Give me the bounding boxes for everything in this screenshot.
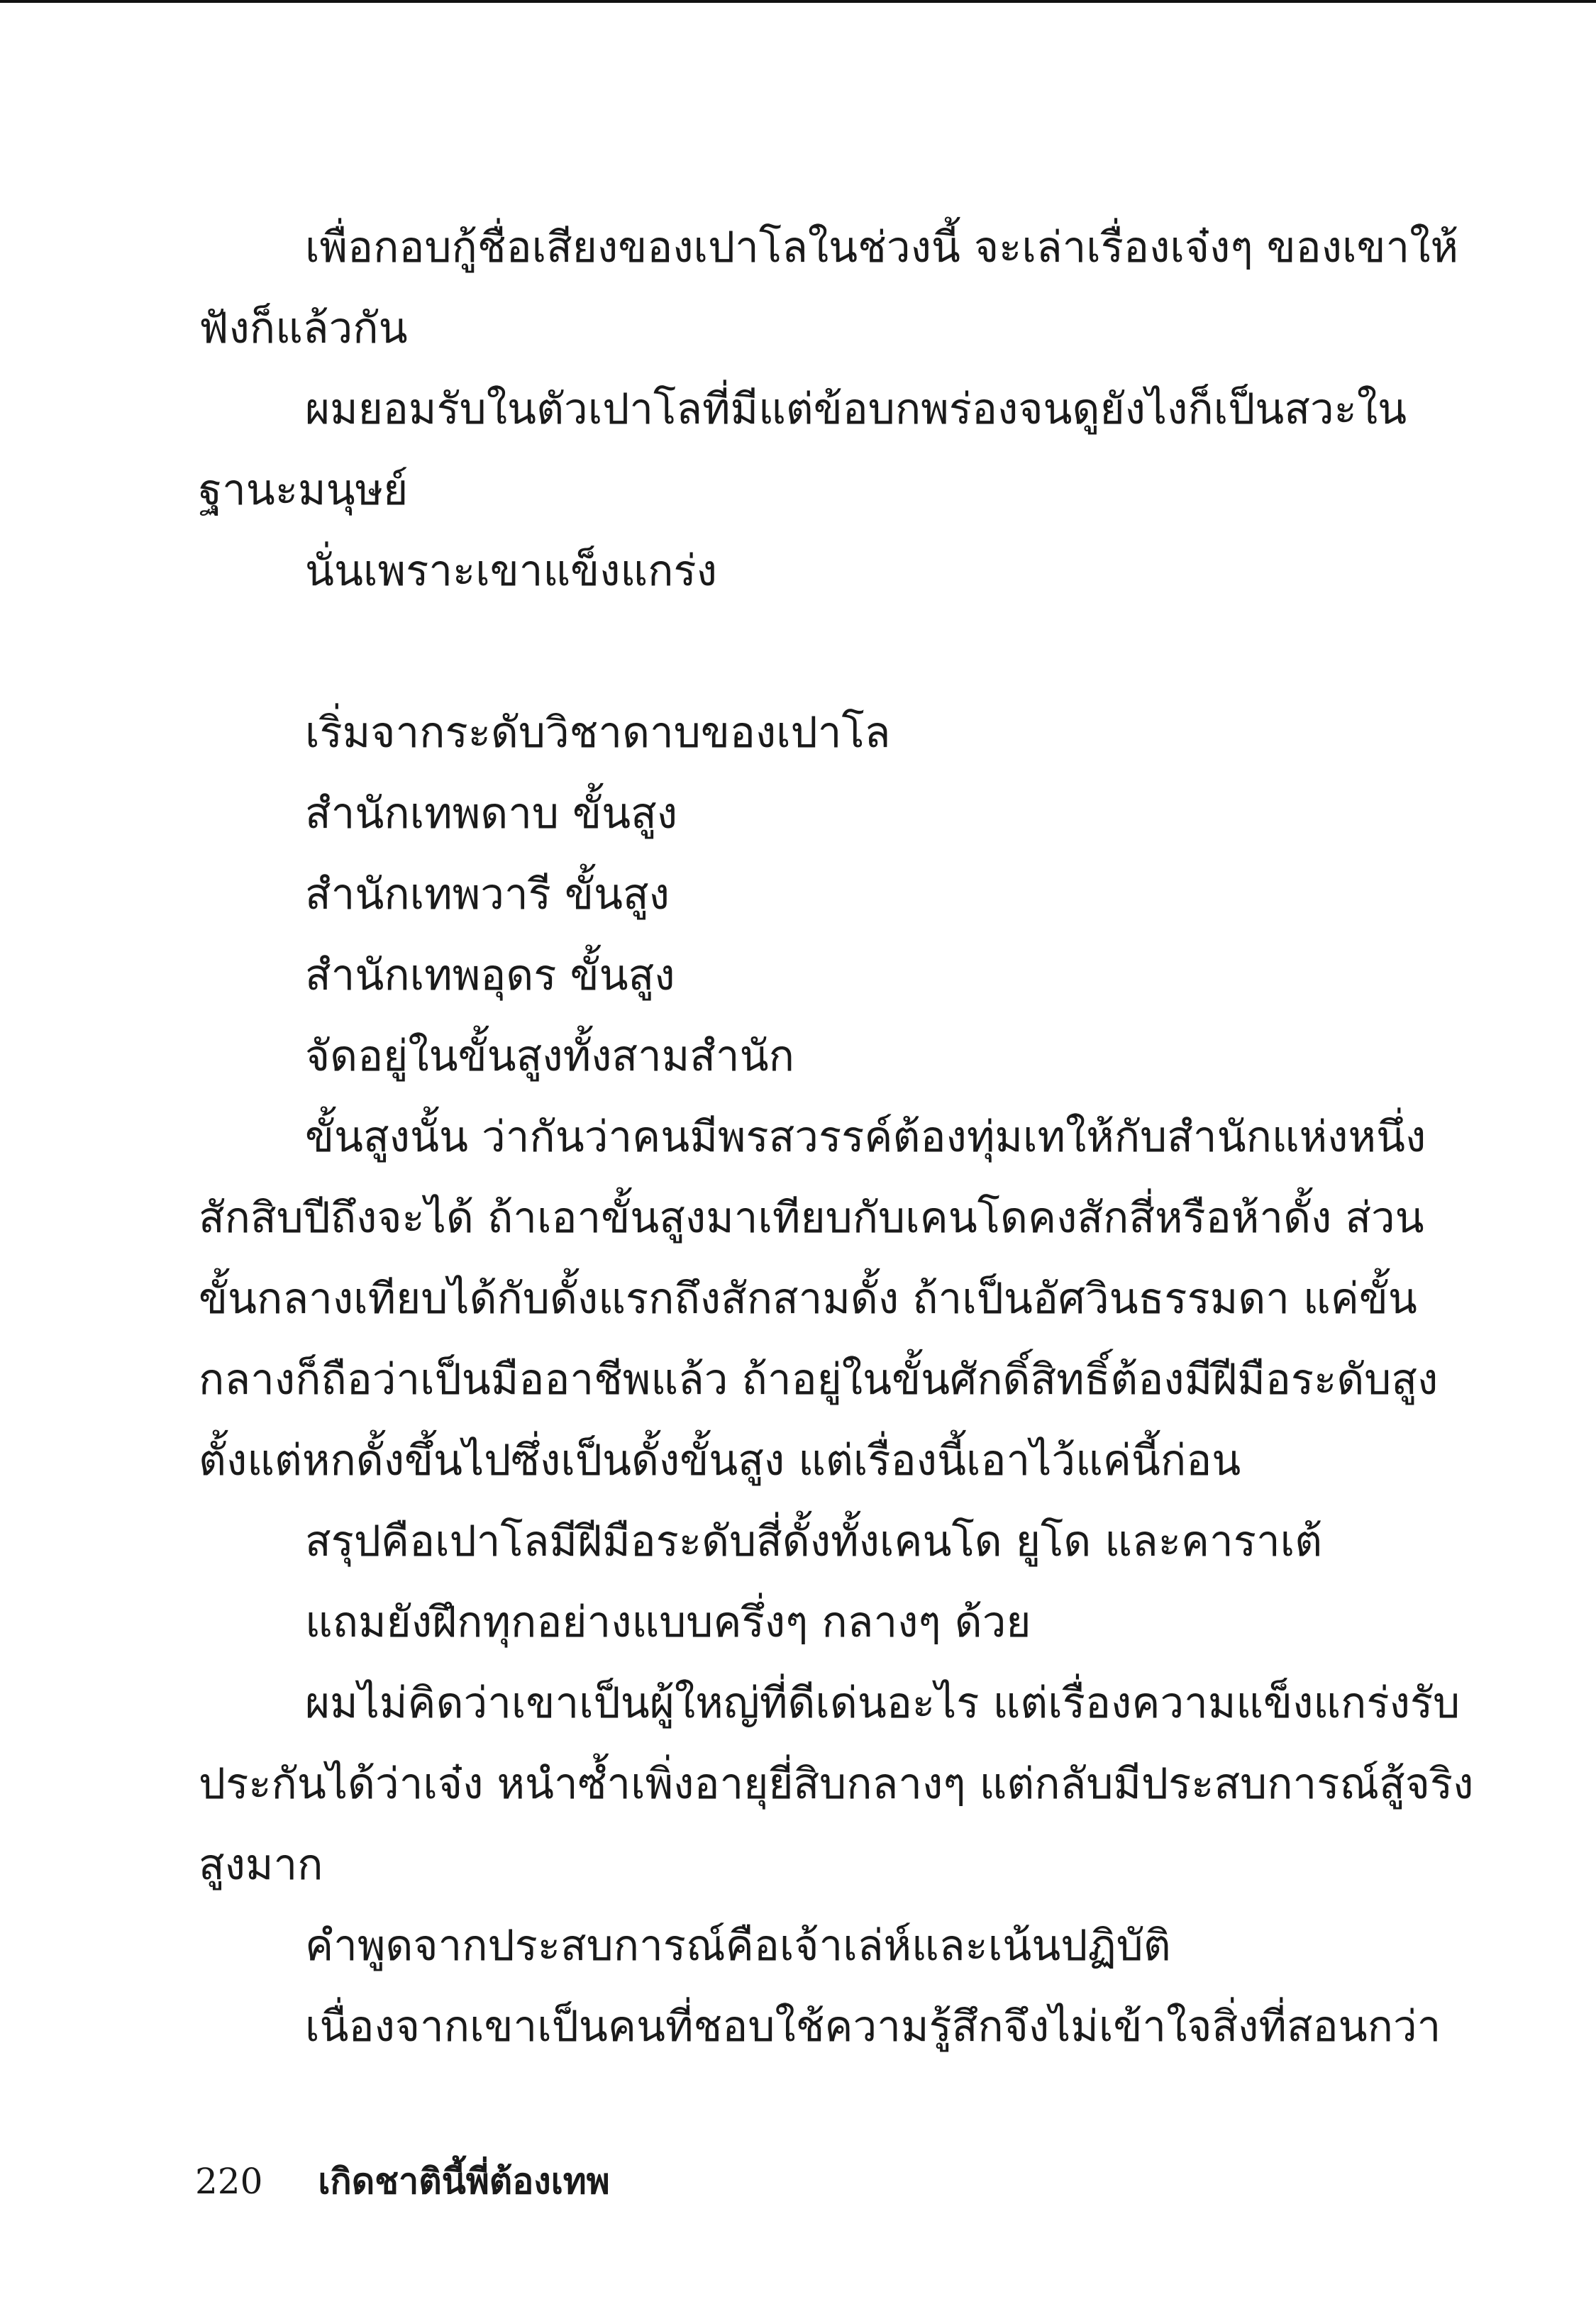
paragraph-line: แถมยังฝึกทุกอย่างแบบครึ่งๆ กลางๆ ด้วย: [305, 1598, 1031, 1647]
body-text: [199, 207, 1474, 2067]
paragraph-line: สักสิบปีถึงจะได้ ถ้าเอาขั้นสูงมาเทียบกับเคนโดคงสักสี่หรือห้าดั้ง ส่วน: [199, 1193, 1424, 1243]
paragraph-line: จัดอยู่ในขั้นสูงทั้งสามสำนัก: [305, 1031, 794, 1081]
paragraph-line: ผมไม่คิดว่าเขาเป็นผู้ใหญ่ที่ดีเด่นอะไร แต่เรื่องความแข็งแกร่งรับ: [305, 1678, 1461, 1728]
paragraph-line: ประกันได้ว่าเจ๋ง หนำซ้ำเพิ่งอายุยี่สิบกลางๆ แต่กลับมีประสบการณ์สู้จริง: [199, 1759, 1474, 1809]
paragraph-line: เนื่องจากเขาเป็นคนที่ชอบใช้ความรู้สึกจึงไม่เข้าใจสิ่งที่สอนกว่า: [305, 2002, 1441, 2052]
paragraph-line: ผมยอมรับในตัวเปาโลที่มีแต่ข้อบกพร่องจนดูยังไงก็เป็นสวะใน: [305, 384, 1407, 434]
paragraph-line: ตั้งแต่หกดั้งขึ้นไปซึ่งเป็นดั้งขั้นสูง แต่เรื่องนี้เอาไว้แค่นี้ก่อน: [199, 1436, 1241, 1485]
paragraph-line: สำนักเทพดาบ ขั้นสูง: [305, 789, 678, 838]
page-footer: [195, 2146, 610, 2217]
paragraph-line: เริ่มจากระดับวิชาดาบของเปาโล: [305, 708, 891, 758]
paragraph-line: เพื่อกอบกู้ชื่อเสียงของเปาโลในช่วงนี้ จะเล่าเรื่องเจ๋งๆ ของเขาให้: [305, 223, 1459, 272]
top-border-rule: [0, 0, 1596, 3]
book-title: เกิดชาตินี้พี่ต้องเทพ: [318, 2160, 610, 2202]
paragraph-line: นั่นเพราะเขาแข็งแกร่ง: [305, 546, 717, 596]
paragraph-line: คำพูดจากประสบการณ์คือเจ้าเล่ห์และเน้นปฏิบัติ: [305, 1921, 1171, 1971]
paragraph-line: สำนักเทพวารี ขั้นสูง: [305, 870, 670, 919]
paragraph-line: สำนักเทพอุดร ขั้นสูง: [305, 951, 675, 1000]
paragraph-line: ขั้นกลางเทียบได้กับดั้งแรกถึงสักสามดั้ง ถ้าเป็นอัศวินธรรมดา แค่ขั้น: [199, 1274, 1417, 1324]
paragraph-line: กลางก็ถือว่าเป็นมืออาชีพแล้ว ถ้าอยู่ในขั้นศักดิ์สิทธิ์ต้องมีฝีมือระดับสูง: [199, 1355, 1439, 1405]
paragraph-line: ฐานะมนุษย์: [199, 465, 409, 515]
paragraph-line: สูงมาก: [199, 1840, 323, 1890]
paragraph-line: ขั้นสูงนั้น ว่ากันว่าคนมีพรสวรรค์ต้องทุ่มเทให้กับสำนักแห่งหนึ่ง: [305, 1112, 1426, 1162]
paragraph-line: สรุปคือเปาโลมีฝีมือระดับสี่ดั้งทั้งเคนโด ยูโด และคาราเต้: [305, 1517, 1323, 1566]
page-number: 220: [195, 2161, 263, 2202]
paragraph-spacer: [199, 611, 1305, 692]
paragraph-line: ฟังก็แล้วกัน: [199, 304, 408, 353]
